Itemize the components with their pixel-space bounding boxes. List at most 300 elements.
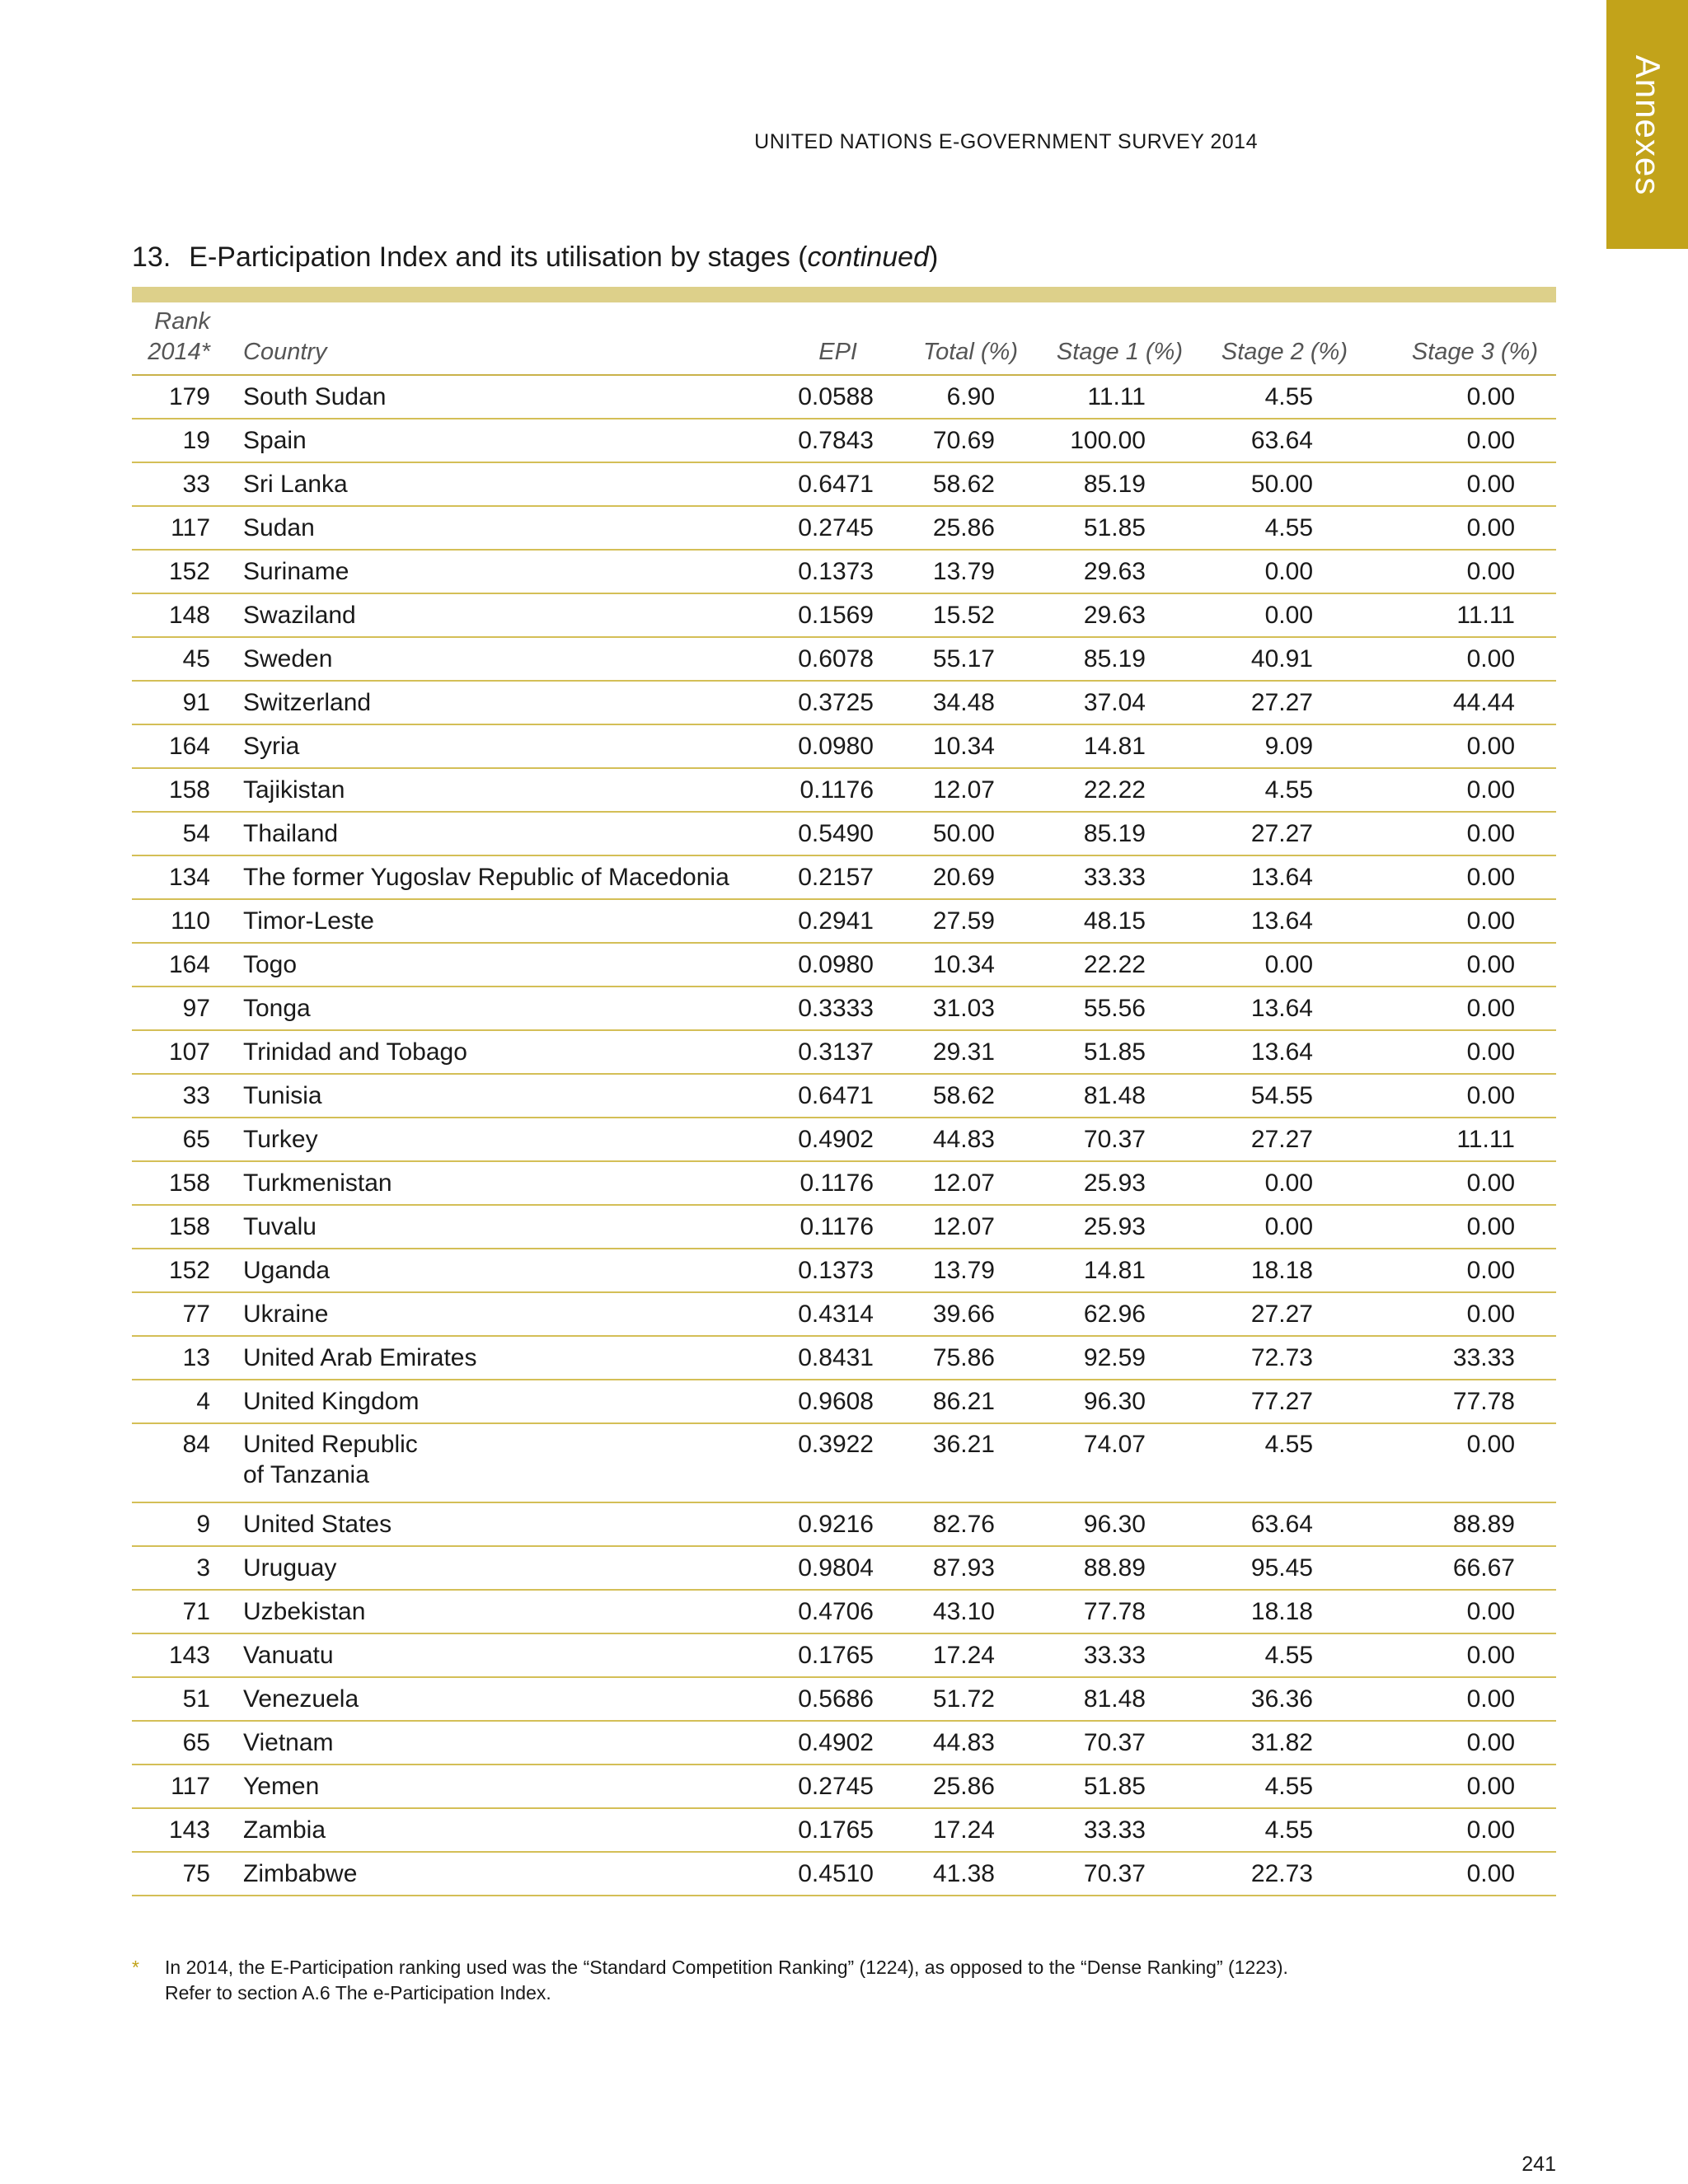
cell-rank: 65 [132, 1118, 210, 1161]
table-row [132, 899, 1556, 943]
cell-stage-2: 27.27 [1183, 681, 1348, 724]
cell-rank: 164 [132, 943, 210, 987]
cell-country: Vietnam [210, 1721, 754, 1765]
cell-country [210, 1423, 754, 1502]
table-header-row [132, 307, 1556, 375]
cell-stage-3: 0.00 [1348, 550, 1556, 593]
cell-stage-1: 92.59 [1018, 1336, 1183, 1380]
cell-stage-1: 70.37 [1018, 1852, 1183, 1896]
cell-country: Ukraine [210, 1292, 754, 1336]
cell-stage-2: 0.00 [1183, 1161, 1348, 1205]
table-row [132, 1808, 1556, 1852]
cell-rank: 143 [132, 1633, 210, 1677]
cell-stage-2: 72.73 [1183, 1336, 1348, 1380]
cell-stage-2: 13.64 [1183, 1030, 1348, 1074]
cell-country: Zimbabwe [210, 1852, 754, 1896]
cell-epi: 0.5490 [754, 812, 874, 855]
cell-rank: 54 [132, 812, 210, 855]
cell-epi: 0.8431 [754, 1336, 874, 1380]
running-head: UNITED NATIONS E-GOVERNMENT SURVEY 2014 [754, 130, 1258, 153]
cell-rank: 13 [132, 1336, 210, 1380]
cell-stage-3: 0.00 [1348, 1808, 1556, 1852]
cell-total: 86.21 [874, 1380, 1018, 1423]
cell-epi: 0.3137 [754, 1030, 874, 1074]
cell-total: 25.86 [874, 1765, 1018, 1808]
cell-stage-1: 96.30 [1018, 1380, 1183, 1423]
cell-stage-1: 51.85 [1018, 1765, 1183, 1808]
cell-stage-3: 0.00 [1348, 375, 1556, 419]
cell-stage-2: 9.09 [1183, 724, 1348, 768]
cell-rank: 134 [132, 855, 210, 899]
cell-country: Switzerland [210, 681, 754, 724]
cell-stage-3: 0.00 [1348, 506, 1556, 550]
table-row [132, 987, 1556, 1030]
cell-country: Syria [210, 724, 754, 768]
cell-country: Togo [210, 943, 754, 987]
cell-stage-1: 85.19 [1018, 462, 1183, 506]
e-participation-table [132, 307, 1556, 1896]
cell-country: Sweden [210, 637, 754, 681]
cell-stage-1: 33.33 [1018, 1808, 1183, 1852]
cell-stage-1: 22.22 [1018, 943, 1183, 987]
cell-stage-3: 0.00 [1348, 1852, 1556, 1896]
cell-epi: 0.1569 [754, 593, 874, 637]
section-title-text: E-Participation Index and its utilisation by stages ( [189, 241, 808, 273]
cell-stage-3: 0.00 [1348, 1423, 1556, 1502]
table-body [132, 375, 1556, 1896]
table-row [132, 1590, 1556, 1633]
cell-stage-1: 33.33 [1018, 1633, 1183, 1677]
cell-epi: 0.2941 [754, 899, 874, 943]
cell-rank: 9 [132, 1502, 210, 1546]
cell-stage-3: 0.00 [1348, 1765, 1556, 1808]
cell-country: Venezuela [210, 1677, 754, 1721]
cell-total: 43.10 [874, 1590, 1018, 1633]
cell-stage-2: 77.27 [1183, 1380, 1348, 1423]
cell-stage-2: 50.00 [1183, 462, 1348, 506]
cell-country: Turkey [210, 1118, 754, 1161]
cell-stage-2: 40.91 [1183, 637, 1348, 681]
cell-country: Yemen [210, 1765, 754, 1808]
cell-epi: 0.1373 [754, 550, 874, 593]
section-title-italic: continued [807, 241, 930, 273]
table-row [132, 1677, 1556, 1721]
cell-country: Turkmenistan [210, 1161, 754, 1205]
cell-stage-3: 0.00 [1348, 1205, 1556, 1249]
cell-rank: 148 [132, 593, 210, 637]
table-row [132, 1205, 1556, 1249]
table-row [132, 506, 1556, 550]
cell-country: Sudan [210, 506, 754, 550]
footnote [132, 1955, 1556, 2006]
side-tab-label: Annexes [1628, 54, 1667, 196]
cell-stage-1: 51.85 [1018, 506, 1183, 550]
cell-epi: 0.2157 [754, 855, 874, 899]
footnote-line-1: In 2014, the E-Participation ranking used was the “Standard Competition Ranking” (1224), as opposed to the “Dense Ranking” (1223). [165, 1957, 1288, 1978]
cell-total: 10.34 [874, 943, 1018, 987]
header-rank [132, 307, 210, 375]
cell-stage-2: 22.73 [1183, 1852, 1348, 1896]
cell-epi: 0.4314 [754, 1292, 874, 1336]
cell-country: Vanuatu [210, 1633, 754, 1677]
cell-total: 44.83 [874, 1118, 1018, 1161]
cell-stage-1: 85.19 [1018, 812, 1183, 855]
cell-total: 17.24 [874, 1633, 1018, 1677]
cell-stage-1: 96.30 [1018, 1502, 1183, 1546]
cell-total: 34.48 [874, 681, 1018, 724]
cell-stage-1: 74.07 [1018, 1423, 1183, 1502]
table-row [132, 1852, 1556, 1896]
table-row [132, 1118, 1556, 1161]
cell-stage-3: 0.00 [1348, 768, 1556, 812]
cell-rank: 19 [132, 419, 210, 462]
cell-total: 12.07 [874, 1205, 1018, 1249]
cell-stage-2: 18.18 [1183, 1590, 1348, 1633]
cell-stage-1: 25.93 [1018, 1161, 1183, 1205]
cell-epi: 0.1176 [754, 1205, 874, 1249]
cell-epi: 0.9216 [754, 1502, 874, 1546]
cell-total: 75.86 [874, 1336, 1018, 1380]
header-epi: EPI [754, 307, 874, 375]
cell-total: 41.38 [874, 1852, 1018, 1896]
table-row [132, 462, 1556, 506]
cell-rank: 33 [132, 1074, 210, 1118]
cell-epi: 0.1765 [754, 1633, 874, 1677]
cell-stage-3: 0.00 [1348, 1030, 1556, 1074]
header-rank-line1: Rank [154, 308, 210, 335]
cell-country: Suriname [210, 550, 754, 593]
table-row [132, 768, 1556, 812]
cell-total: 10.34 [874, 724, 1018, 768]
footnote-marker: * [132, 1957, 139, 1978]
cell-stage-3: 0.00 [1348, 1721, 1556, 1765]
cell-total: 55.17 [874, 637, 1018, 681]
table-row [132, 1633, 1556, 1677]
cell-stage-3: 0.00 [1348, 419, 1556, 462]
table-row [132, 1336, 1556, 1380]
cell-total: 12.07 [874, 1161, 1018, 1205]
cell-total: 27.59 [874, 899, 1018, 943]
table-row [132, 419, 1556, 462]
table-row [132, 637, 1556, 681]
header-stage-1: Stage 1 (%) [1018, 307, 1183, 375]
cell-country-line2: of Tanzania [243, 1461, 369, 1488]
cell-total: 82.76 [874, 1502, 1018, 1546]
cell-epi: 0.3922 [754, 1423, 874, 1502]
table-row [132, 812, 1556, 855]
cell-stage-3: 66.67 [1348, 1546, 1556, 1590]
cell-stage-2: 27.27 [1183, 812, 1348, 855]
cell-stage-2: 18.18 [1183, 1249, 1348, 1292]
cell-rank: 110 [132, 899, 210, 943]
table-row [132, 1546, 1556, 1590]
cell-total: 87.93 [874, 1546, 1018, 1590]
cell-rank: 107 [132, 1030, 210, 1074]
cell-stage-3: 0.00 [1348, 1161, 1556, 1205]
cell-stage-1: 100.00 [1018, 419, 1183, 462]
cell-stage-2: 4.55 [1183, 506, 1348, 550]
cell-total: 17.24 [874, 1808, 1018, 1852]
cell-stage-3: 0.00 [1348, 1292, 1556, 1336]
cell-stage-2: 27.27 [1183, 1118, 1348, 1161]
cell-stage-2: 63.64 [1183, 1502, 1348, 1546]
table-row [132, 1074, 1556, 1118]
cell-total: 70.69 [874, 419, 1018, 462]
cell-total: 6.90 [874, 375, 1018, 419]
table-row [132, 855, 1556, 899]
cell-epi: 0.3333 [754, 987, 874, 1030]
cell-total: 20.69 [874, 855, 1018, 899]
cell-country: United Kingdom [210, 1380, 754, 1423]
header-rank-line2: 2014* [148, 339, 210, 365]
cell-rank: 91 [132, 681, 210, 724]
cell-country: Tonga [210, 987, 754, 1030]
cell-total: 39.66 [874, 1292, 1018, 1336]
cell-stage-1: 70.37 [1018, 1118, 1183, 1161]
cell-stage-1: 29.63 [1018, 593, 1183, 637]
cell-epi: 0.4706 [754, 1590, 874, 1633]
cell-stage-2: 13.64 [1183, 987, 1348, 1030]
cell-epi: 0.7843 [754, 419, 874, 462]
cell-stage-3: 0.00 [1348, 899, 1556, 943]
cell-country: Swaziland [210, 593, 754, 637]
cell-stage-1: 29.63 [1018, 550, 1183, 593]
cell-stage-2: 4.55 [1183, 1765, 1348, 1808]
cell-stage-3: 0.00 [1348, 1249, 1556, 1292]
cell-rank: 45 [132, 637, 210, 681]
cell-stage-1: 81.48 [1018, 1677, 1183, 1721]
table-row [132, 1249, 1556, 1292]
cell-country: Timor-Leste [210, 899, 754, 943]
table-row [132, 1292, 1556, 1336]
table-row [132, 550, 1556, 593]
cell-stage-3: 0.00 [1348, 1074, 1556, 1118]
cell-country: United Arab Emirates [210, 1336, 754, 1380]
cell-total: 13.79 [874, 550, 1018, 593]
cell-rank: 71 [132, 1590, 210, 1633]
cell-stage-2: 4.55 [1183, 375, 1348, 419]
cell-stage-1: 48.15 [1018, 899, 1183, 943]
cell-epi: 0.2745 [754, 1765, 874, 1808]
cell-stage-1: 51.85 [1018, 1030, 1183, 1074]
cell-stage-3: 0.00 [1348, 812, 1556, 855]
cell-stage-1: 14.81 [1018, 1249, 1183, 1292]
cell-rank: 97 [132, 987, 210, 1030]
table-row [132, 1502, 1556, 1546]
cell-country: Thailand [210, 812, 754, 855]
cell-stage-3: 0.00 [1348, 724, 1556, 768]
cell-rank: 143 [132, 1808, 210, 1852]
cell-rank: 4 [132, 1380, 210, 1423]
cell-stage-3: 0.00 [1348, 987, 1556, 1030]
cell-country: Uzbekistan [210, 1590, 754, 1633]
cell-stage-1: 85.19 [1018, 637, 1183, 681]
cell-stage-2: 31.82 [1183, 1721, 1348, 1765]
cell-stage-2: 4.55 [1183, 1808, 1348, 1852]
cell-stage-2: 4.55 [1183, 1423, 1348, 1502]
header-country: Country [210, 307, 754, 375]
cell-stage-1: 62.96 [1018, 1292, 1183, 1336]
header-stage-3: Stage 3 (%) [1348, 307, 1556, 375]
header-stage-2: Stage 2 (%) [1183, 307, 1348, 375]
section-title-close: ) [929, 241, 939, 273]
cell-epi: 0.9804 [754, 1546, 874, 1590]
cell-stage-2: 4.55 [1183, 1633, 1348, 1677]
cell-stage-2: 4.55 [1183, 768, 1348, 812]
cell-epi: 0.4510 [754, 1852, 874, 1896]
cell-rank: 77 [132, 1292, 210, 1336]
cell-stage-2: 0.00 [1183, 593, 1348, 637]
cell-total: 15.52 [874, 593, 1018, 637]
cell-stage-2: 13.64 [1183, 855, 1348, 899]
cell-stage-3: 0.00 [1348, 943, 1556, 987]
cell-rank: 117 [132, 506, 210, 550]
cell-epi: 0.1176 [754, 1161, 874, 1205]
cell-country-line1: United Republic [243, 1431, 418, 1458]
cell-stage-1: 88.89 [1018, 1546, 1183, 1590]
cell-rank: 33 [132, 462, 210, 506]
cell-rank: 84 [132, 1423, 210, 1502]
cell-country: The former Yugoslav Republic of Macedonia [210, 855, 754, 899]
cell-country: Tuvalu [210, 1205, 754, 1249]
cell-total: 58.62 [874, 1074, 1018, 1118]
cell-epi: 0.6471 [754, 462, 874, 506]
cell-total: 13.79 [874, 1249, 1018, 1292]
cell-stage-2: 0.00 [1183, 550, 1348, 593]
table-row [132, 1161, 1556, 1205]
cell-stage-2: 54.55 [1183, 1074, 1348, 1118]
table-row [132, 681, 1556, 724]
cell-stage-1: 33.33 [1018, 855, 1183, 899]
table-row [132, 375, 1556, 419]
header-total: Total (%) [874, 307, 1018, 375]
cell-country: Tajikistan [210, 768, 754, 812]
cell-rank: 158 [132, 768, 210, 812]
cell-stage-1: 77.78 [1018, 1590, 1183, 1633]
cell-epi: 0.4902 [754, 1118, 874, 1161]
cell-stage-3: 0.00 [1348, 1590, 1556, 1633]
cell-rank: 158 [132, 1161, 210, 1205]
footnote-line-2: Refer to section A.6 The e-Participation Index. [165, 1982, 551, 2004]
page-number: 241 [1522, 2153, 1556, 2176]
cell-rank: 158 [132, 1205, 210, 1249]
cell-stage-1: 11.11 [1018, 375, 1183, 419]
section-title [132, 241, 938, 274]
cell-rank: 152 [132, 1249, 210, 1292]
cell-stage-2: 27.27 [1183, 1292, 1348, 1336]
cell-epi: 0.4902 [754, 1721, 874, 1765]
cell-stage-1: 81.48 [1018, 1074, 1183, 1118]
cell-epi: 0.1765 [754, 1808, 874, 1852]
cell-stage-3: 0.00 [1348, 1633, 1556, 1677]
cell-rank: 3 [132, 1546, 210, 1590]
cell-stage-2: 0.00 [1183, 1205, 1348, 1249]
cell-stage-2: 13.64 [1183, 899, 1348, 943]
cell-epi: 0.0980 [754, 724, 874, 768]
cell-epi: 0.1176 [754, 768, 874, 812]
annexes-side-tab[interactable] [1606, 0, 1688, 249]
table-row [132, 593, 1556, 637]
cell-country: Trinidad and Tobago [210, 1030, 754, 1074]
cell-epi: 0.5686 [754, 1677, 874, 1721]
cell-stage-3: 0.00 [1348, 1677, 1556, 1721]
cell-total: 58.62 [874, 462, 1018, 506]
cell-stage-3: 33.33 [1348, 1336, 1556, 1380]
table-row [132, 1765, 1556, 1808]
cell-epi: 0.3725 [754, 681, 874, 724]
cell-stage-2: 36.36 [1183, 1677, 1348, 1721]
cell-rank: 179 [132, 375, 210, 419]
cell-stage-3: 88.89 [1348, 1502, 1556, 1546]
cell-stage-1: 70.37 [1018, 1721, 1183, 1765]
cell-stage-1: 55.56 [1018, 987, 1183, 1030]
cell-stage-1: 37.04 [1018, 681, 1183, 724]
cell-total: 25.86 [874, 506, 1018, 550]
table-row [132, 1721, 1556, 1765]
table-row [132, 1030, 1556, 1074]
cell-country: Sri Lanka [210, 462, 754, 506]
cell-total: 31.03 [874, 987, 1018, 1030]
cell-stage-1: 22.22 [1018, 768, 1183, 812]
cell-epi: 0.2745 [754, 506, 874, 550]
cell-stage-3: 0.00 [1348, 855, 1556, 899]
section-number: 13. [132, 241, 171, 273]
cell-rank: 152 [132, 550, 210, 593]
cell-total: 12.07 [874, 768, 1018, 812]
cell-rank: 117 [132, 1765, 210, 1808]
cell-country: Zambia [210, 1808, 754, 1852]
table-row [132, 943, 1556, 987]
cell-total: 50.00 [874, 812, 1018, 855]
cell-rank: 164 [132, 724, 210, 768]
cell-stage-1: 14.81 [1018, 724, 1183, 768]
cell-epi: 0.0980 [754, 943, 874, 987]
title-bar [132, 287, 1556, 302]
cell-total: 36.21 [874, 1423, 1018, 1502]
cell-total: 51.72 [874, 1677, 1018, 1721]
cell-total: 29.31 [874, 1030, 1018, 1074]
cell-rank: 65 [132, 1721, 210, 1765]
cell-country: United States [210, 1502, 754, 1546]
cell-stage-1: 25.93 [1018, 1205, 1183, 1249]
cell-stage-3: 0.00 [1348, 637, 1556, 681]
cell-country: Uganda [210, 1249, 754, 1292]
cell-stage-3: 11.11 [1348, 593, 1556, 637]
table-row [132, 1380, 1556, 1423]
table-row [132, 1423, 1556, 1502]
cell-rank: 75 [132, 1852, 210, 1896]
cell-stage-2: 0.00 [1183, 943, 1348, 987]
cell-stage-3: 11.11 [1348, 1118, 1556, 1161]
cell-stage-3: 44.44 [1348, 681, 1556, 724]
cell-total: 44.83 [874, 1721, 1018, 1765]
cell-epi: 0.0588 [754, 375, 874, 419]
cell-epi: 0.6078 [754, 637, 874, 681]
cell-country: South Sudan [210, 375, 754, 419]
cell-epi: 0.9608 [754, 1380, 874, 1423]
table-row [132, 724, 1556, 768]
cell-country: Uruguay [210, 1546, 754, 1590]
cell-epi: 0.1373 [754, 1249, 874, 1292]
cell-stage-3: 77.78 [1348, 1380, 1556, 1423]
cell-country: Tunisia [210, 1074, 754, 1118]
cell-stage-3: 0.00 [1348, 462, 1556, 506]
cell-epi: 0.6471 [754, 1074, 874, 1118]
cell-stage-2: 63.64 [1183, 419, 1348, 462]
cell-stage-2: 95.45 [1183, 1546, 1348, 1590]
cell-rank: 51 [132, 1677, 210, 1721]
cell-country: Spain [210, 419, 754, 462]
